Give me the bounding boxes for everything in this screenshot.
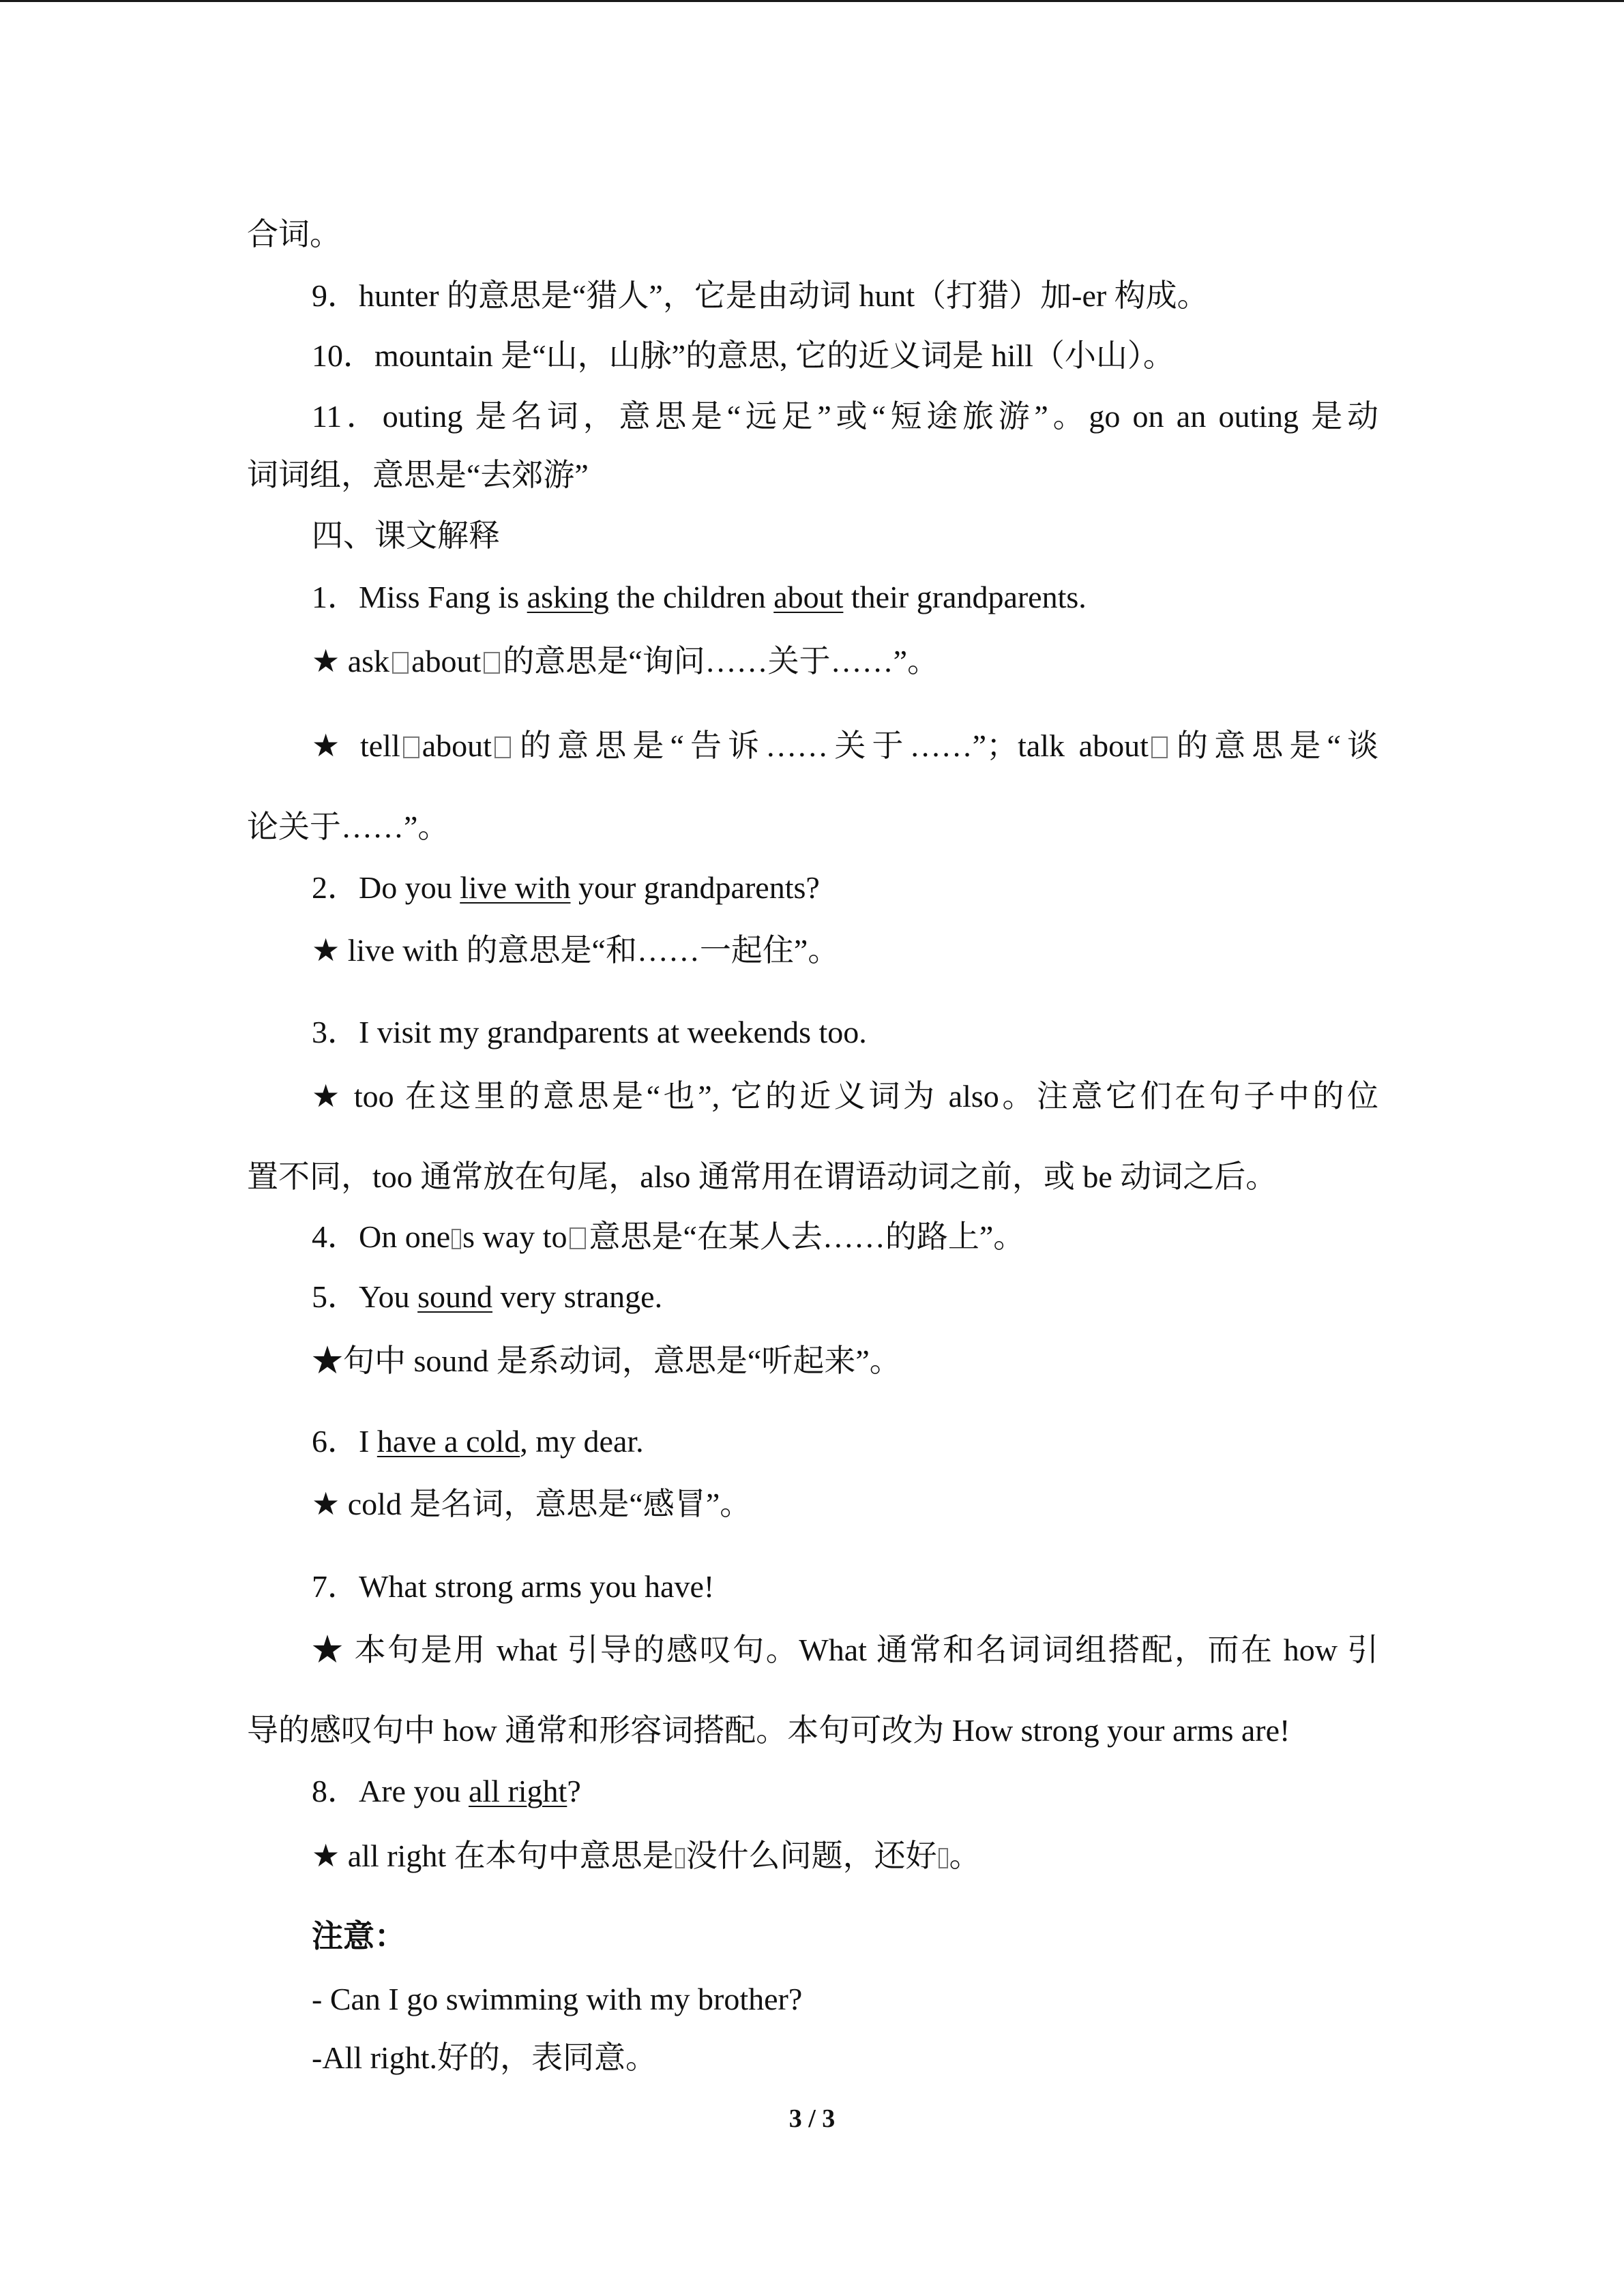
missing-glyph-box [570, 1227, 586, 1249]
explanation-line: ★ live with 的意思是“和……一起住”。 [312, 933, 840, 968]
text-run: s way to [462, 1219, 567, 1254]
text-run: ★ tell [312, 728, 400, 763]
text-run: about [422, 728, 492, 763]
underlined-phrase: about [773, 580, 844, 614]
text-run: 1．Miss Fang is [312, 580, 527, 614]
text-run: 8．Are you [312, 1774, 469, 1808]
underlined-phrase: all right [468, 1774, 567, 1808]
example-sentence [312, 1421, 1378, 1462]
underlined-phrase: asking [527, 580, 609, 614]
text-run: 6．I [312, 1424, 377, 1459]
example-sentence: 7．What strong arms you have! [312, 1569, 715, 1604]
text-run: your grandparents? [570, 870, 820, 905]
underlined-phrase: have a cold [377, 1424, 520, 1459]
text-run: 4．On one [312, 1219, 451, 1254]
explanation-line: ★ 本句是用 what 引导的感叹句。What 通常和名词词组搭配，而在 how 引 [312, 1632, 1378, 1667]
explanation-line: ★ cold 是名词，意思是“感冒”。 [312, 1487, 752, 1521]
example-sentence [312, 1277, 1378, 1317]
underlined-phrase: live with [460, 870, 571, 905]
explanation-line [312, 1836, 1378, 1877]
missing-glyph-box [452, 1229, 461, 1249]
text-run: 5．You [312, 1279, 418, 1314]
underlined-phrase: sound [417, 1279, 493, 1314]
text-run: , my dear. [520, 1424, 644, 1459]
example-sentence: 3．I visit my grandparents at weekends too. [312, 1015, 867, 1049]
text-line: 9．hunter 的意思是“猎人”，它是由动词 hunt（打猎）加-er 构成。 [312, 278, 1209, 313]
missing-glyph-box [939, 1848, 948, 1868]
example-sentence [312, 867, 1378, 908]
text-run: 2．Do you [312, 870, 460, 905]
text-run: ? [567, 1774, 581, 1808]
text-run: the children [608, 580, 774, 614]
text-run: ★ all right 在本句中意思是 [312, 1838, 674, 1873]
text-line: 导的感叹句中 how 通常和形容词搭配。本句可改为 How strong your arms are! [247, 1713, 1290, 1748]
text-run: 。 [949, 1838, 981, 1873]
text-run: 没什么问题，还好 [685, 1838, 937, 1873]
missing-glyph-box [494, 736, 511, 758]
text-line: 11．outing 是名词，意思是“远足”或“短途旅游”。go on an outing 是动 [312, 399, 1378, 434]
text-run: their grandparents. [843, 580, 1087, 614]
missing-glyph-box [484, 652, 500, 674]
text-line: 词词组，意思是“去郊游” [247, 458, 589, 492]
example-sentence [312, 1771, 1378, 1812]
page-number: 3 / 3 [788, 2104, 836, 2133]
missing-glyph-box [392, 652, 409, 674]
example-sentence [312, 577, 1378, 618]
text-run: 的意思是“询问……关于……”。 [503, 644, 939, 679]
text-run: 的意思是“告诉……关于……”；talk about [513, 728, 1149, 763]
dialogue-line: - Can I go swimming with my brother? [312, 1982, 803, 2016]
explanation-line: ★句中 sound 是系动词，意思是“听起来”。 [312, 1343, 901, 1378]
missing-glyph-box [403, 736, 419, 758]
explanation-line [312, 726, 1378, 766]
text-line: 置不同，too 通常放在句尾，also 通常用在谓语动词之前，或 be 动词之后。 [247, 1159, 1278, 1194]
explanation-line [312, 641, 1378, 682]
text-line: 论关于……”。 [247, 809, 449, 844]
text-line: 合词。 [247, 217, 341, 252]
note-heading: 注意： [312, 1919, 406, 1954]
text-run: ★ ask [312, 644, 390, 679]
dialogue-line: -All right.好的，表同意。 [312, 2040, 657, 2075]
text-run: very strange. [492, 1279, 663, 1314]
text-run: about [411, 644, 482, 679]
missing-glyph-box [675, 1848, 685, 1868]
text-line: 10．mountain 是“山，山脉”的意思, 它的近义词是 hill（小山）。 [312, 338, 1175, 373]
example-sentence [312, 1217, 1378, 1257]
text-run: 的意思是“谈 [1170, 728, 1378, 763]
text-run: 意思是“在某人去……的路上”。 [589, 1219, 1025, 1254]
section-heading: 四、课文解释 [312, 518, 500, 553]
explanation-line: ★ too 在这里的意思是“也”, 它的近义词为 also。注意它们在句子中的位 [312, 1079, 1378, 1114]
missing-glyph-box [1151, 736, 1168, 758]
